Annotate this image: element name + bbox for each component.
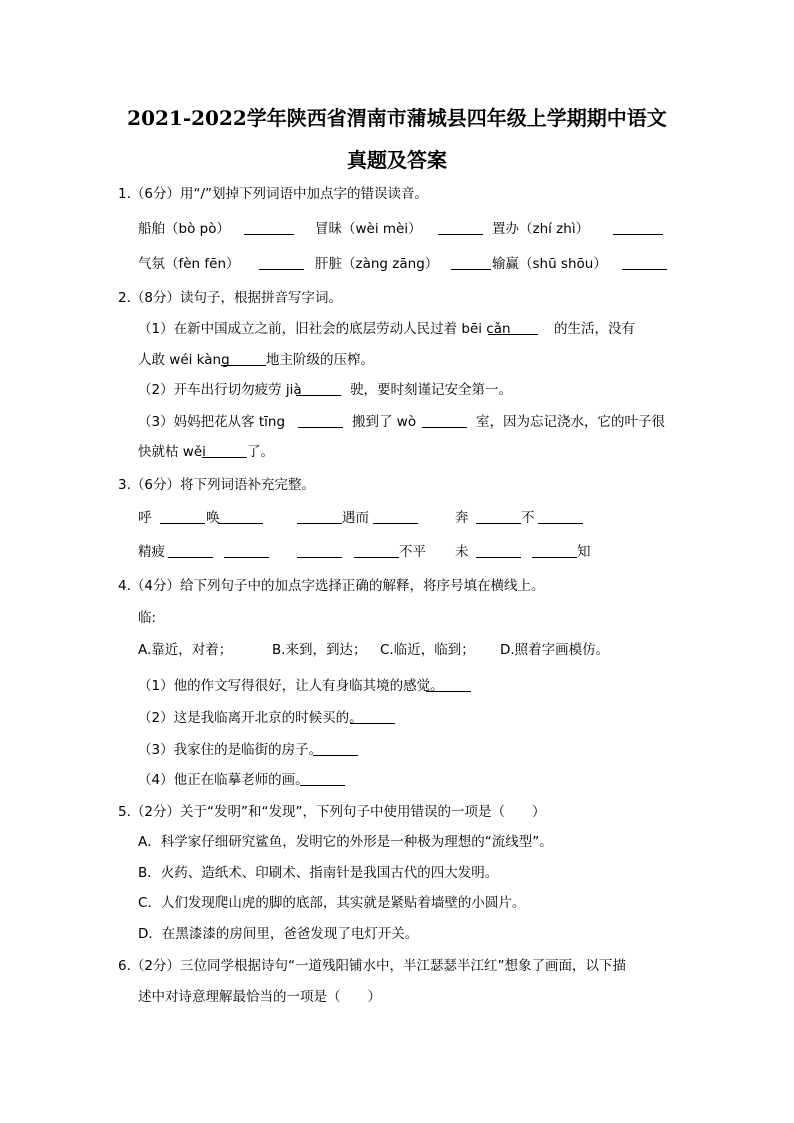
q2-sentence-3-end: 了。: [247, 444, 274, 460]
answer-blank[interactable]: [488, 320, 538, 335]
answer-blank[interactable]: [438, 220, 483, 235]
q1-item: 船舶（bò pò）: [138, 221, 230, 237]
answer-blank[interactable]: [298, 413, 343, 428]
question-4-stem: 4.（4分）给下列句子中的加点字选择正确的解释，将序号填在横线上。: [118, 578, 545, 594]
answer-blank[interactable]: [313, 741, 358, 756]
q5-option-d[interactable]: D．在黑漆漆的房间里，爸爸发现了电灯开关。: [138, 926, 419, 942]
q2-sentence-1-line2: 人敢 wéi kàng: [138, 352, 230, 368]
q4-option: A.靠近，对着；: [138, 642, 233, 658]
answer-blank[interactable]: [224, 543, 269, 558]
q2-sentence-3-cont: 室，因为忘记浇水，它的叶子很: [476, 414, 665, 430]
q3-word: 遇而: [342, 510, 369, 526]
q4-sentence: （2）这是我临离开北京的时候买的。: [138, 710, 363, 726]
answer-blank[interactable]: [354, 543, 399, 558]
q4-option: C.临近，临到；: [380, 642, 475, 658]
answer-blank[interactable]: [476, 509, 521, 524]
q2-sentence-3-mid: 搬到了 wò: [352, 414, 417, 430]
document-subtitle: 真题及答案: [347, 148, 447, 172]
q2-sentence-1: （1）在新中国成立之前，旧社会的底层劳动人民过着 bēi cǎn: [138, 321, 511, 337]
answer-blank[interactable]: [202, 443, 247, 458]
q1-item: 气氛（fèn fēn）: [138, 256, 240, 272]
question-6-stem-cont: 述中对诗意理解最恰当的一项是（ ）: [138, 989, 381, 1005]
answer-blank[interactable]: [168, 543, 213, 558]
answer-blank[interactable]: [221, 351, 266, 366]
q2-sentence-1-end: 地主阶级的压榨。: [266, 352, 374, 368]
q5-option-c[interactable]: C．人们发现爬山虎的脚的底部，其实就是紧贴着墙壁的小圆片。: [138, 895, 526, 911]
q2-sentence-1-cont: 的生活，没有: [554, 321, 635, 337]
q3-word: 不平: [399, 544, 426, 560]
answer-blank[interactable]: [476, 543, 521, 558]
answer-blank[interactable]: [296, 381, 341, 396]
q3-word: 精疲: [138, 544, 165, 560]
q2-sentence-2: （2）开车出行切勿疲劳 jià: [138, 382, 302, 398]
document-title: 2021-2022学年陕西省渭南市蒲城县四年级上学期期中语文: [127, 106, 667, 130]
answer-blank[interactable]: [613, 220, 663, 235]
q1-item: 置办（zhí zhì）: [492, 221, 590, 237]
q1-item: 输赢（shū shōu）: [492, 256, 607, 272]
question-6-stem: 6.（2分）三位同学根据诗句“一道残阳铺水中，半江瑟瑟半江红”想象了画面，以下描: [118, 958, 626, 974]
answer-blank[interactable]: [373, 509, 418, 524]
q3-word: 不: [521, 510, 535, 526]
answer-blank[interactable]: [538, 509, 583, 524]
q4-sentence: （3）我家住的是临街的房子。: [138, 742, 323, 758]
q4-option: B.来到，到达；: [272, 642, 367, 658]
answer-blank[interactable]: [350, 709, 395, 724]
q3-word: 奔: [455, 510, 469, 526]
answer-blank[interactable]: [622, 255, 667, 270]
q4-target-char: 临:: [138, 610, 157, 626]
answer-blank[interactable]: [426, 677, 471, 692]
question-5-stem: 5.（2分）关于“发明”和“发现”，下列句子中使用错误的一项是（ ）: [118, 804, 546, 820]
q4-sentence: （1）他的作文写得很好，让人有身临其境的感觉。: [138, 678, 444, 694]
q5-option-b[interactable]: B．火药、造纸术、印刷术、指南针是我国古代的四大发明。: [138, 865, 499, 881]
q4-sentence: （4）他正在临摹老师的画。: [138, 772, 309, 788]
q4-option: D.照着字画模仿。: [500, 642, 610, 658]
answer-blank[interactable]: [160, 509, 205, 524]
q1-item: 冒昧（wèi mèi）: [315, 221, 422, 237]
question-3-stem: 3.（6分）将下列词语补充完整。: [118, 477, 315, 493]
answer-blank[interactable]: [451, 255, 491, 270]
answer-blank[interactable]: [300, 771, 345, 786]
answer-blank[interactable]: [532, 543, 577, 558]
answer-blank[interactable]: [297, 543, 342, 558]
q3-word: 未: [455, 544, 469, 560]
question-2-stem: 2.（8分）读句子，根据拼音写字词。: [118, 290, 342, 306]
q1-item: 肝脏（zàng zāng）: [315, 256, 439, 272]
q3-word: 知: [577, 544, 591, 560]
q2-sentence-3-line2: 快就枯 wěi: [138, 444, 206, 460]
q3-word: 呼: [138, 510, 152, 526]
q5-option-a[interactable]: A．科学家仔细研究鲨鱼，发明它的外形是一种极为理想的“流线型”。: [138, 834, 553, 850]
answer-blank[interactable]: [422, 413, 467, 428]
answer-blank[interactable]: [244, 220, 294, 235]
answer-blank[interactable]: [259, 255, 304, 270]
answer-blank[interactable]: [297, 509, 342, 524]
q2-sentence-3: （3）妈妈把花从客 tīng: [138, 414, 286, 430]
question-1-stem: 1.（6分）用“/”划掉下列词语中加点字的错误读音。: [118, 186, 429, 202]
q3-word: 唤: [206, 510, 220, 526]
q2-sentence-2-end: 驶，要时刻谨记安全第一。: [350, 382, 512, 398]
answer-blank[interactable]: [218, 509, 263, 524]
